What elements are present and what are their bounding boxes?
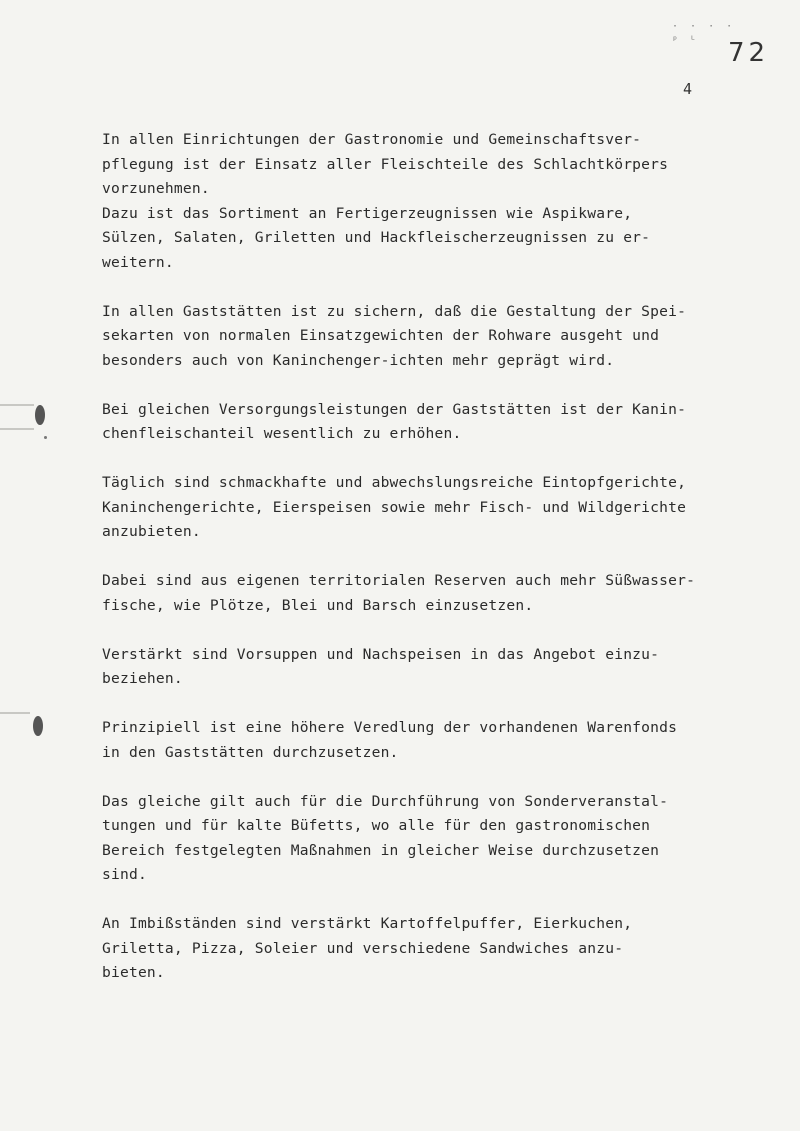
text-line: Dazu ist das Sortiment an Fertigerzeugnissen wie Aspikware,: [102, 204, 633, 222]
page-number: 4: [683, 80, 693, 98]
punch-hole-shadow: [0, 404, 34, 406]
text-line: tungen und für kalte Büfetts, wo alle für den gastronomischen: [102, 817, 651, 834]
text-line: Prinzipiell ist eine höhere Veredlung der vorhandenen Warenfonds: [102, 719, 678, 736]
text-line: pflegung ist der Einsatz aller Fleischteile des Schlachtkörpers: [102, 155, 669, 173]
punch-hole-shadow: [0, 712, 30, 714]
paragraph: [102, 398, 752, 447]
text-line: besonders auch von Kaninchenger-ichten mehr geprägt wird.: [102, 351, 615, 369]
paragraph: [102, 569, 752, 618]
text-line: Verstärkt sind Vorsuppen und Nachspeisen in das Angebot einzu-: [102, 645, 660, 663]
speck: [44, 436, 47, 439]
body-text: [102, 128, 752, 1010]
text-line: anzubieten.: [102, 523, 201, 540]
text-line: An Imbißständen sind verstärkt Kartoffelpuffer, Eierkuchen,: [102, 915, 633, 932]
text-line: Täglich sind schmackhafte und abwechslungsreiche Eintopfgerichte,: [102, 474, 687, 491]
folio-number: 72: [728, 38, 770, 68]
text-line: bieten.: [102, 964, 165, 981]
text-line: Bereich festgelegten Maßnahmen in gleicher Weise durchzusetzen: [102, 841, 660, 859]
text-line: sekarten von normalen Einsatzgewichten der Rohware ausgeht und: [102, 327, 660, 344]
text-line: Dabei sind aus eigenen territorialen Reserven auch mehr Süßwasser-: [102, 572, 696, 589]
folio-marks: · · · · ᵖ ᴸ: [672, 21, 736, 46]
paragraph: [102, 912, 752, 986]
text-line: In allen Einrichtungen der Gastronomie und Gemeinschaftsver-: [102, 131, 642, 148]
text-line: fische, wie Plötze, Blei und Barsch einzusetzen.: [102, 596, 534, 614]
text-line: Bei gleichen Versorgungsleistungen der Gaststätten ist der Kanin-: [102, 400, 687, 418]
paragraph: [102, 128, 752, 275]
paragraph: [102, 471, 752, 545]
paragraph: [102, 716, 752, 765]
text-line: beziehen.: [102, 670, 183, 687]
text-line: chenfleischanteil wesentlich zu erhöhen.: [102, 425, 462, 442]
text-line: In allen Gaststätten ist zu sichern, daß die Gestaltung der Spei-: [102, 302, 687, 320]
paragraph: [102, 643, 752, 692]
text-line: sind.: [102, 866, 147, 883]
paragraph: [102, 300, 752, 374]
text-line: Griletta, Pizza, Soleier und verschiedene Sandwiches anzu-: [102, 939, 624, 957]
text-line: Das gleiche gilt auch für die Durchführung von Sonderveranstal-: [102, 792, 669, 810]
text-line: vorzunehmen.: [102, 180, 210, 197]
punch-hole-top: [35, 405, 45, 425]
punch-hole-bottom: [33, 716, 43, 736]
paragraph: [102, 790, 752, 888]
text-line: weitern.: [102, 253, 174, 271]
text-line: in den Gaststätten durchzusetzen.: [102, 743, 399, 761]
text-line: Sülzen, Salaten, Griletten und Hackfleischerzeugnissen zu er-: [102, 229, 651, 246]
text-line: Kaninchengerichte, Eierspeisen sowie mehr Fisch- und Wildgerichte: [102, 498, 687, 516]
punch-hole-shadow: [0, 428, 34, 430]
